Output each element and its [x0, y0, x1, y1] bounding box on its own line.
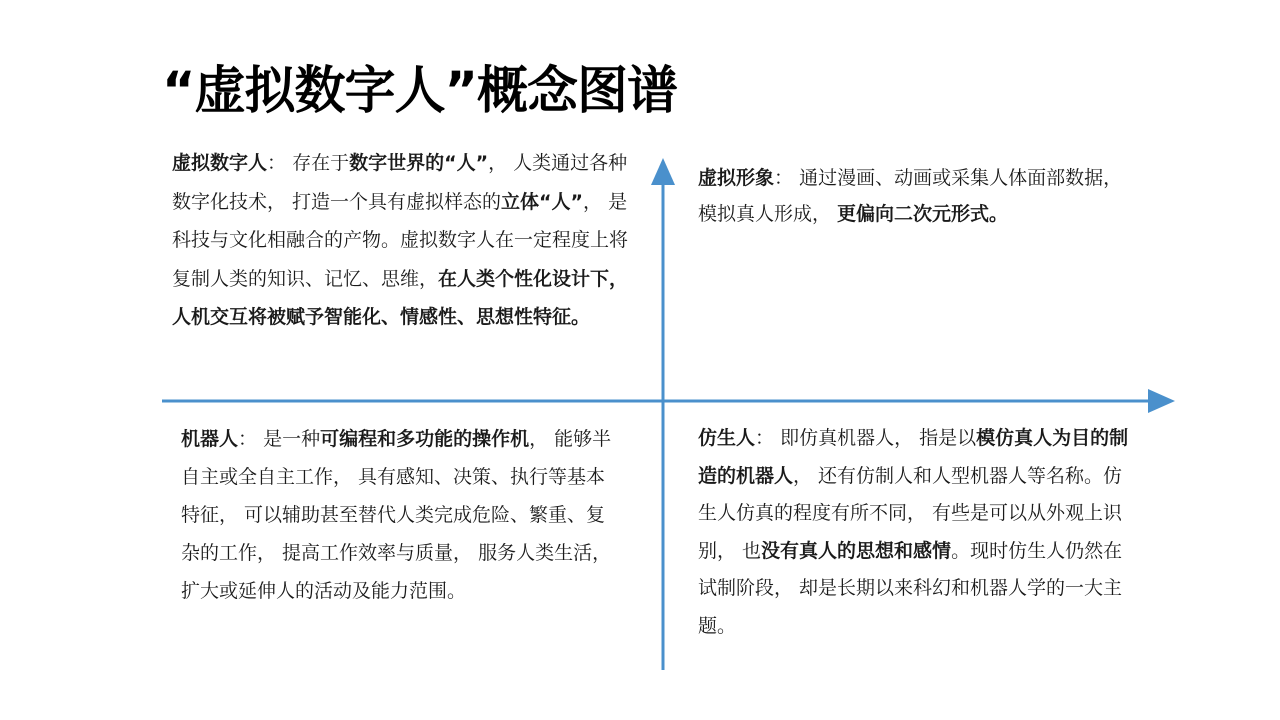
quadrant-android: [698, 420, 1138, 645]
description-text: 。现时仿生人仍然在试制阶段， 却是长期以来科幻和机器人学的一大主题。: [698, 539, 1123, 637]
description-text: ， 人类通过各种数字化技术， 打造一个具有虚拟样态的: [172, 152, 628, 213]
term-label: 机器人: [181, 428, 239, 450]
description-text: ， 是科技与文化相融合的产物。虚拟数字人在一定程度上将复制人类的知识、记忆、思维，: [172, 190, 629, 290]
emphasis-text: 在人类个性化设计下， 人机交互将被赋予智能化、情感性、思想性特征。: [172, 267, 629, 328]
term-separator: ：: [774, 167, 800, 189]
emphasis-text: 立体“人”: [501, 190, 584, 213]
term-label: 虚拟数字人: [172, 152, 268, 174]
emphasis-text: 可编程和多功能的操作机: [320, 428, 530, 450]
quadrant-virtual-digital-human: [172, 144, 644, 337]
emphasis-text: 模仿真人为目的制造的机器人: [698, 427, 1129, 487]
emphasis-text: 没有真人的思想和感情: [761, 539, 952, 562]
description-text: 即仿真机器人， 指是以: [780, 427, 977, 449]
quadrant-robot: [181, 420, 621, 610]
term-label: 仿生人: [698, 427, 756, 449]
quadrant-virtual-image: [698, 160, 1138, 232]
description-text: ， 还有仿制人和人型机器人等名称。仿生人仿真的程度有所不同， 有些是可以从外观上识别， 也: [698, 464, 1123, 562]
description-text: 存在于: [292, 152, 350, 174]
description-text: ， 能够半自主或全自主工作， 具有感知、决策、执行等基本特征， 可以辅助甚至替代人类完成危险、繁重、复杂的工作， 提高工作效率与质量， 服务人类生活， 扩大或延伸人的活动及能力范围。: [181, 428, 612, 602]
term-label: 虚拟形象: [698, 167, 775, 189]
term-separator: ：: [755, 427, 781, 449]
term-separator: ：: [267, 152, 293, 174]
description-text: 通过漫画、动画或采集人体面部数据， 模拟真人形成，: [698, 167, 1123, 225]
emphasis-text: 数字世界的“人”: [349, 152, 489, 174]
emphasis-text: 更偏向二次元形式。: [837, 203, 1009, 225]
description-text: 是一种: [263, 428, 321, 450]
term-separator: ：: [238, 428, 264, 450]
page-title: “虚拟数字人”概念图谱: [162, 62, 678, 121]
